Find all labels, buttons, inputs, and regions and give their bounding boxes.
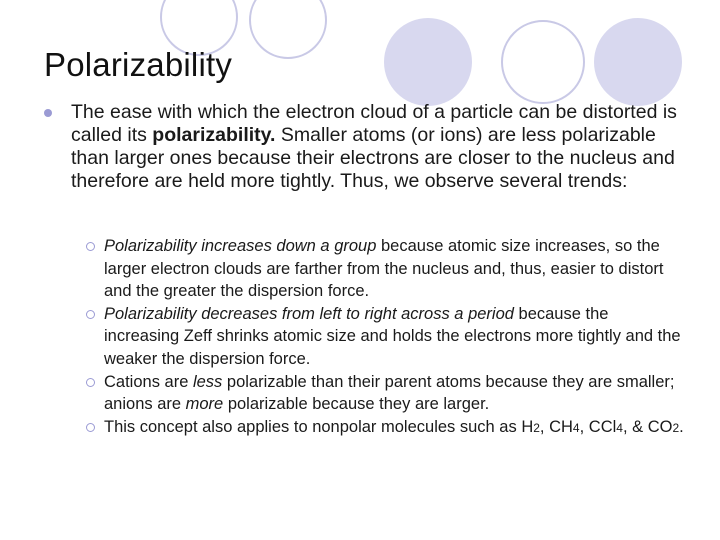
- subscript-ch4: 4: [572, 420, 580, 435]
- trend-1-text: because atomic size increases, so the larger electron clouds are farther from the nucleus and, thus, easier to distort and the greater the dispersion force.: [104, 237, 664, 301]
- decor-circle-4: [502, 21, 584, 103]
- trend-3-text-b: polarizable than their parent atoms because they are smaller; anions are: [104, 372, 675, 414]
- intro-text-start: The ease with which the electron cloud of a particle can be distorted is called its: [71, 101, 677, 146]
- trend-2-italic: Polarizability decreases from left to right across a period: [104, 304, 514, 323]
- intro-bold-term: polarizability.: [152, 124, 276, 146]
- list-item: [86, 303, 686, 371]
- trend-3-italic-more: more: [185, 395, 224, 414]
- list-item: [86, 235, 686, 303]
- subscript-co2: 2: [672, 420, 680, 435]
- decor-circle-5: [594, 18, 682, 106]
- trend-4-text-d: , & CO: [622, 417, 673, 436]
- hollow-bullet-icon: [86, 423, 95, 432]
- list-item: [86, 371, 686, 416]
- decor-circle-2: [250, 0, 326, 58]
- intro-paragraph: [71, 101, 694, 193]
- hollow-bullet-icon: [86, 242, 95, 251]
- trend-3-text-c: polarizable because they are larger.: [223, 395, 490, 414]
- trend-4-text-b: , CH: [539, 417, 573, 436]
- intro-text-end: Smaller atoms (or ions) are less polarizable than larger ones because their electrons are closer to the nucleus and therefore are held more tightly. Thus, we observe several trends:: [71, 124, 675, 192]
- trend-2-text: because the increasing Zeff shrinks atomic size and holds the electrons more tightly and the weaker the dispersion force.: [104, 304, 681, 368]
- slide-title: Polarizability: [44, 46, 233, 83]
- trend-3-text-a: Cations are: [104, 372, 193, 391]
- trends-list: [86, 235, 686, 439]
- decor-circle-3: [384, 18, 472, 106]
- list-item: [86, 416, 686, 440]
- subscript-ccl4: 4: [616, 420, 623, 435]
- filled-bullet-icon: [44, 109, 52, 117]
- hollow-bullet-icon: [86, 310, 95, 319]
- main-bullet-item: [44, 101, 694, 193]
- trend-4-text-e: .: [679, 417, 684, 436]
- subscript-h2: 2: [533, 420, 540, 435]
- trend-4-text-c: , CCl: [579, 417, 617, 436]
- trend-3-italic-less: less: [192, 372, 223, 391]
- trend-1-italic: Polarizability increases down a group: [104, 237, 377, 255]
- hollow-bullet-icon: [86, 378, 95, 387]
- trend-4-text-a: This concept also applies to nonpolar molecules such as H: [104, 417, 534, 436]
